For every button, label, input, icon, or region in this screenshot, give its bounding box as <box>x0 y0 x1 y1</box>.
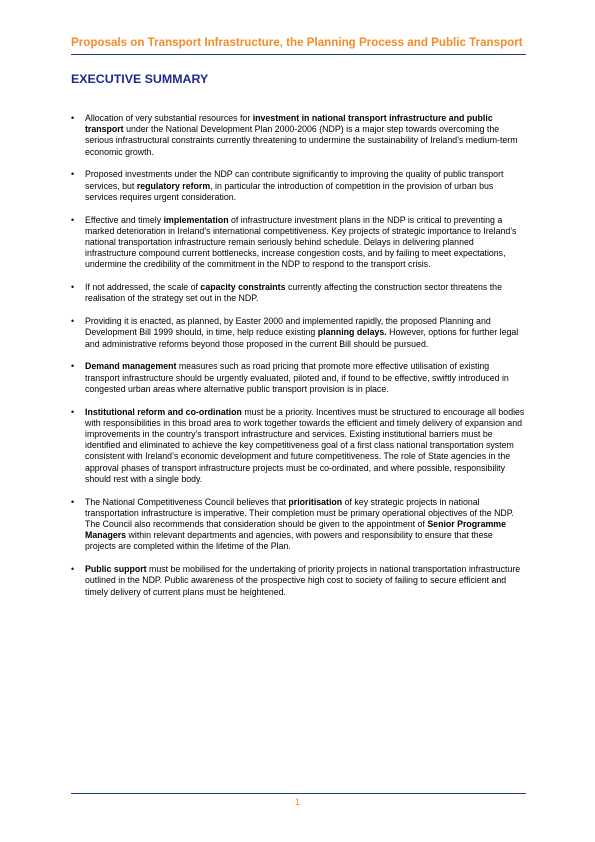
emphasis-text: Public support <box>85 564 147 575</box>
emphasis-text: Senior Programme Managers <box>85 519 507 541</box>
body-text: Providing it is enacted, as planned, by Easter 2000 and implemented rapidly, the proposed Planning and Development Bill 1999 should, in time, help reduce existing <box>85 316 491 338</box>
bullet-icon: • <box>71 496 75 507</box>
summary-bullet <box>71 361 526 395</box>
body-text: under the National Development Plan 2000-2006 (NDP) is a major step towards overcoming the serious infrastructural constraints currently threatening to undermine the sustainability of Ireland’s medium-term economic growth. <box>85 124 518 157</box>
body-text: Effective and timely <box>85 214 164 225</box>
header-divider <box>71 54 526 55</box>
emphasis-text: investment in national transport infrastructure and public transport <box>85 113 493 135</box>
summary-bullet <box>71 215 526 271</box>
body-text: must be mobilised for the undertaking of priority projects in national transportation infrastructure outlined in the NDP. Public awareness of the prospective high cost to society of failing to secure efficient and timely delivery of current plans must be heightened. <box>85 564 521 597</box>
body-text: currently affecting the construction sector threatens the realisation of the strategy set out in the NDP. <box>85 282 502 304</box>
summary-bullet <box>71 282 526 304</box>
emphasis-text: Demand management <box>85 361 177 372</box>
bullet-icon: • <box>71 316 75 327</box>
summary-bullet <box>71 113 526 158</box>
page-number: 1 <box>294 797 300 807</box>
summary-bullet <box>71 497 526 553</box>
summary-bullet <box>71 169 526 203</box>
body-text: of key strategic projects in national transportation infrastructure is imperative. Their completion must be primary operational objectives of the NDP. The Council also recommends that consideration should be given to the appointment of <box>85 496 514 530</box>
bullet-icon: • <box>71 406 75 417</box>
summary-bullet-list <box>71 113 526 609</box>
summary-bullet <box>71 564 526 598</box>
summary-bullet <box>71 407 526 485</box>
emphasis-text: implementation <box>163 214 229 225</box>
emphasis-text: Institutional reform and co-ordination <box>85 406 242 417</box>
emphasis-text: planning delays. <box>317 327 387 338</box>
emphasis-text: prioritisation <box>288 496 343 507</box>
bullet-icon: • <box>71 564 75 575</box>
footer-divider <box>71 793 526 794</box>
emphasis-text: capacity constraints <box>200 282 286 293</box>
bullet-icon: • <box>71 282 75 293</box>
bullet-icon: • <box>71 113 75 123</box>
body-text: of infrastructure investment plans in the NDP is critical to preventing a marked deterioration in Ireland’s international competitiveness. Key projects of strategic importance to Ireland’s national transportation infrastructure remain seriously behind schedule. Delays in delivering planned infrastructure compound current bottlenecks, increase congestion costs, and by failing to meet expectations, undermine the credibility of the commitment in the NDP to respond to the transport crisis. <box>85 214 517 270</box>
body-text: If not addressed, the scale of <box>85 282 201 293</box>
running-header: Proposals on Transport Infrastructure, the Planning Process and Public Transport <box>71 36 523 49</box>
emphasis-text: regulatory reform <box>136 180 211 191</box>
body-text: The National Competitiveness Council believes that <box>85 496 289 507</box>
body-text: Allocation of very substantial resources for <box>85 113 253 123</box>
summary-bullet <box>71 316 526 350</box>
bullet-icon: • <box>71 214 75 225</box>
section-title: EXECUTIVE SUMMARY <box>71 72 209 86</box>
body-text: Proposed investments under the NDP can contribute significantly to improving the quality of public transport services, but <box>85 169 504 191</box>
body-text: must be a priority. Incentives must be structured to encourage all bodies with responsibilities in this broad area to work together towards the efficient and timely delivery of expansion and improvements in the country’s transport infrastructure and services. Existing institutional barriers must be identified and eliminated to achieve the key competitiveness goal of a first class national transportation system consistent with Ireland’s economic development and future competitiveness. The role of State agencies in the approval phases of transport infrastructure projects must be co-ordinated, and where possible, responsibility should rest with a single body. <box>85 406 525 484</box>
body-text: within relevant departments and agencies, with powers and responsibility to ensure that these projects are completed within the lifetime of the Plan. <box>85 530 493 552</box>
body-text: , in particular the introduction of competition in the provision of urban bus services requires urgent consideration. <box>85 180 494 202</box>
bullet-icon: • <box>71 169 75 180</box>
body-text: However, options for further legal and administrative reforms beyond those proposed in the current Bill should be pursued. <box>85 327 519 349</box>
bullet-icon: • <box>71 361 75 372</box>
body-text: measures such as road pricing that promote more effective utilisation of existing transport infrastructure should be urgently evaluated, piloted and, if found to be effective, swiftly introduced in congested urban areas where alternative public transport provision is in place. <box>85 361 509 394</box>
